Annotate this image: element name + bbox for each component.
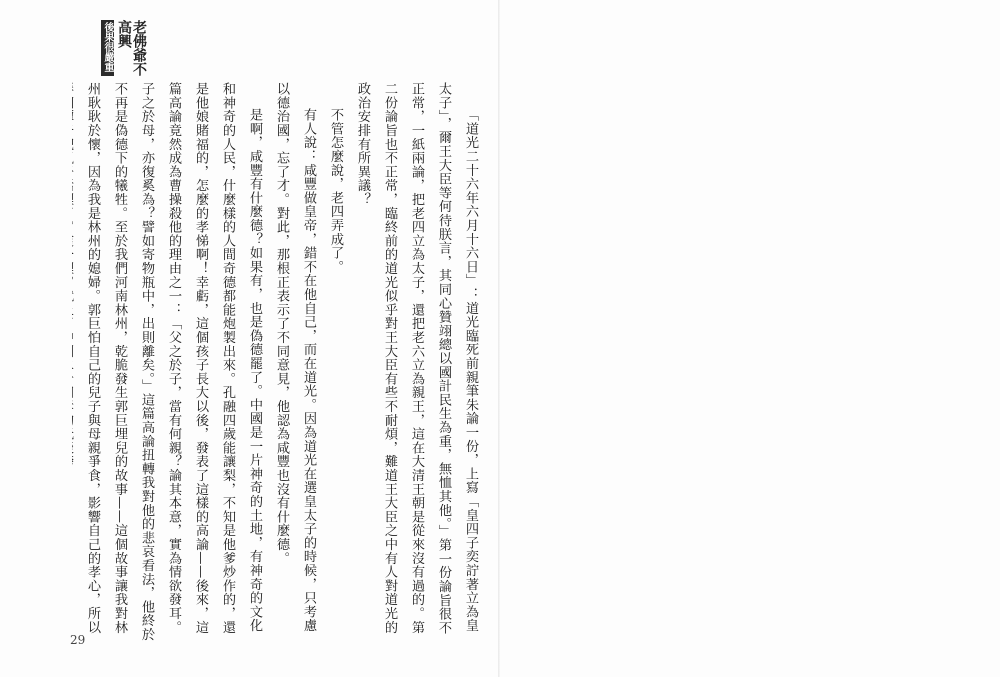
logo-title: 老佛爺不高興	[116, 20, 147, 76]
series-logo	[76, 20, 147, 76]
right-page	[500, 0, 1000, 677]
paragraph: 是啊，咸豐有什麼德？如果有，也是偽德罷了。中國是一片神奇的土地，有神奇的文化和神奇的人民，什麼樣的人間奇德都能炮製出來。孔融四歲能讓梨，不知是他爹炒作的，還是他娘賭福的，怎麼的孝悌啊！幸虧，這個孩子長大以後，發表了這樣的高論——後來，這篇高論竟然成為曹操殺他的理由之一：「父之於子，當有何親？論其本意，實為情欲發耳。子之於母，亦復奚為？譬如寄物瓶中，出則離矣。」這篇高論扭轉我對他的悲哀看法，他終於不再是偽德下的犧牲。至於我們河南林州，乾脆發生郭巨埋兒的故事——這個故事讓我對林州耿耿於懷，因為我是林州的媳婦。郭巨怕自己的兒子與母親爭食，影響自己的孝心，所以	[85, 82, 262, 642]
left-text-column	[72, 82, 484, 642]
paragraph: 有人說：咸豐做皇帝，錯不在他自己，而在道光。因為道光在選皇太子的時候，只考慮以德治國，忘了才。對此，那根正表示了不同意見，他認為咸豐也沒有什麼德。	[274, 82, 316, 633]
page-number-left: 29	[70, 633, 86, 647]
paragraph: 不管怎麼說，老四弄成了。	[328, 108, 343, 274]
logo-badge: 後果很嚴重	[101, 20, 114, 76]
paragraph: 「道光二十六年六月十六日」：道光臨死前親筆朱論一份，上寫「皇四子奕詝著立為皇太子」，爾王大臣等何待朕言，其同心贊翊總以國計民生為重，無恤其他。」第一份論旨很不正常，一紙兩論，把老四立為太子，還把老六立為親王，這在大清王朝是從來沒有過的。第二份論旨也不正常，臨終前的道光似乎對王大臣有些不耐煩，難道王大臣之中有人對道光的政治安排有所異議？	[355, 82, 478, 635]
